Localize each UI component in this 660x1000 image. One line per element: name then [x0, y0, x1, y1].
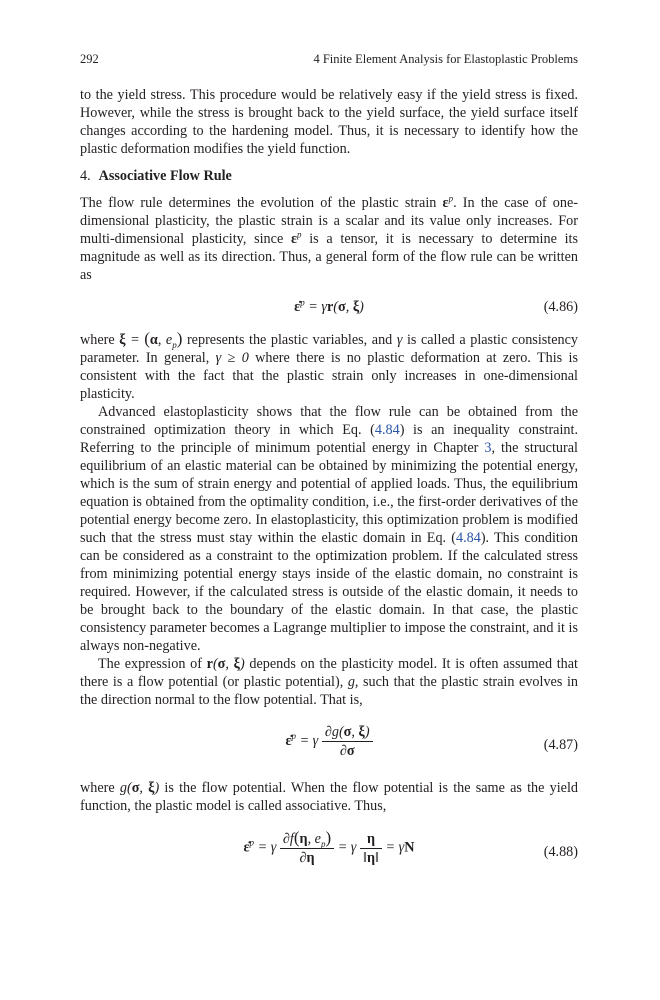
- equation-number: (4.86): [543, 299, 578, 315]
- text-run: where: [80, 780, 120, 796]
- paragraph-6: where g(σ, ξ) is the flow potential. When the flow potential is the same as the yield function, the plastic model is called associative. Thus,: [80, 780, 578, 814]
- paragraph-2: The flow rule determines the evolution of the plastic strain $\varepsilon^p$. In the case of one-dimensional plasticity, the plastic strain is a scalar and its value only increases. For multi-dimensional plasticity, since $\varepsilon^p$ is a tensor, it is necessary to determine its magnitude as well as its direction. Thus, a general form of the flow rule can be written as: [80, 193, 579, 283]
- text-run: represents the plastic variables, and: [182, 332, 397, 348]
- section-title: Associative Flow Rule: [98, 168, 232, 184]
- text-run: The expression of: [98, 656, 207, 672]
- text-run: is called a plastic consistency parameter. In general,: [80, 332, 579, 366]
- section-heading: [80, 167, 578, 185]
- paragraph-3: where ξ = (α, $e_p$) represents the plastic variables, and γ is called a plastic consistency parameter. In general, γ ≥ 0 where there is no plastic deformation at zero. This is consistent with the fact that the plastic strain only increases in one-dimensional plasticity.: [80, 329, 579, 402]
- chapter-reference-link[interactable]: 3: [484, 440, 492, 456]
- running-title: 4 Finite Element Analysis for Elastoplastic Problems: [313, 52, 578, 66]
- text-run: is the flow potential. When the flow potential is the same as the yield function, the plastic model is called associative. Thus,: [80, 780, 578, 814]
- equation-body: ε̇$^p$ = γr(σ, ξ): [294, 297, 364, 315]
- text-run: depends on the plasticity model. It is often assumed that there is a flow potential (or plastic potential),: [80, 656, 578, 690]
- text-run: Advanced elastoplasticity shows that the flow rule can be obtained from the constrained optimization theory in which Eq. (: [80, 404, 578, 438]
- text-run: where there is no plastic deformation at zero. This is consistent with the fact that the plastic strain only increases in one-dimensional plasticity.: [80, 350, 578, 402]
- text-run: ) is an inequality constraint. Referring to the principle of minimum potential energy in Chapter: [80, 422, 579, 456]
- text-run: , the structural equilibrium of an elastic material can be obtained by minimizing the potential energy, which is the sum of strain energy and potential of applied loads. Thus, the equilibrium equation is obtained from the optimality condition, i.e., the first-order derivatives of the potential energy become zero. In elastoplasticity, this optimization problem is modified such that the stress must stay within the elastic domain in Eq. (: [80, 440, 578, 546]
- equation-reference-link[interactable]: 4.84: [456, 530, 481, 546]
- text-run: ). This condition can be considered as a constraint to the optimization problem. If the calculated stress from minimizing potential energy stays inside of the elastic domain, no constraint is required. However, if the calculated stress is outside of the elastic domain, it needs to be brought back to the boundary of the elastic domain. In that case, the plastic consistency parameter becomes a Lagrange multiplier to impose the constraint, and it is always non-negative.: [80, 530, 578, 654]
- equation-4-88: [80, 829, 578, 875]
- text-run: . In the case of one-dimensional plasticity, the plastic strain is a scalar and its value only increases. For multi-dimensional plasticity, since: [80, 195, 578, 247]
- text-run: The flow rule determines the evolution of the plastic strain: [80, 195, 443, 211]
- equation-body: ε̇$^p$ = γ $\frac{\partial g(\sigma, \xi)}{\partial\sigma}$: [285, 723, 372, 760]
- text-run: where: [80, 332, 120, 348]
- section-number: 4.: [80, 168, 91, 184]
- equation-body: ε̇$^p$ = γ $\frac{\partial f(\eta, e_p)}{\partial\eta}$ = γ $\frac{\eta}{‖\eta‖}$ = γN: [243, 828, 415, 866]
- equation-number: (4.88): [543, 844, 578, 860]
- equation-reference-link[interactable]: 4.84: [374, 422, 400, 438]
- paragraph-4: [80, 403, 578, 655]
- paragraph-5: The expression of r(σ, ξ) depends on the plasticity model. It is often assumed that there is a flow potential (or plastic potential), g, such that the plastic strain evolves in the direction normal to the flow potential. That is,: [80, 656, 578, 708]
- paragraph-1: to the yield stress. This procedure would be relatively easy if the yield stress is fixed. However, while the stress is brought back to the yield surface, the yield surface itself changes according to the hardening model. Thus, it is necessary to identify how the plastic deformation modifies the yield function.: [80, 87, 578, 157]
- body-text: [80, 86, 578, 875]
- equation-4-86: [80, 297, 578, 317]
- page-number: 292: [80, 52, 99, 66]
- text-run: , such that the plastic strain evolves in the direction normal to the flow potential. That is,: [80, 674, 578, 708]
- text-run: is a tensor, it is necessary to determine its magnitude as well as its direction. Thus, a general form of the flow rule can be written as: [80, 231, 579, 283]
- equation-number: (4.87): [543, 737, 578, 753]
- equation-4-87: [80, 723, 578, 767]
